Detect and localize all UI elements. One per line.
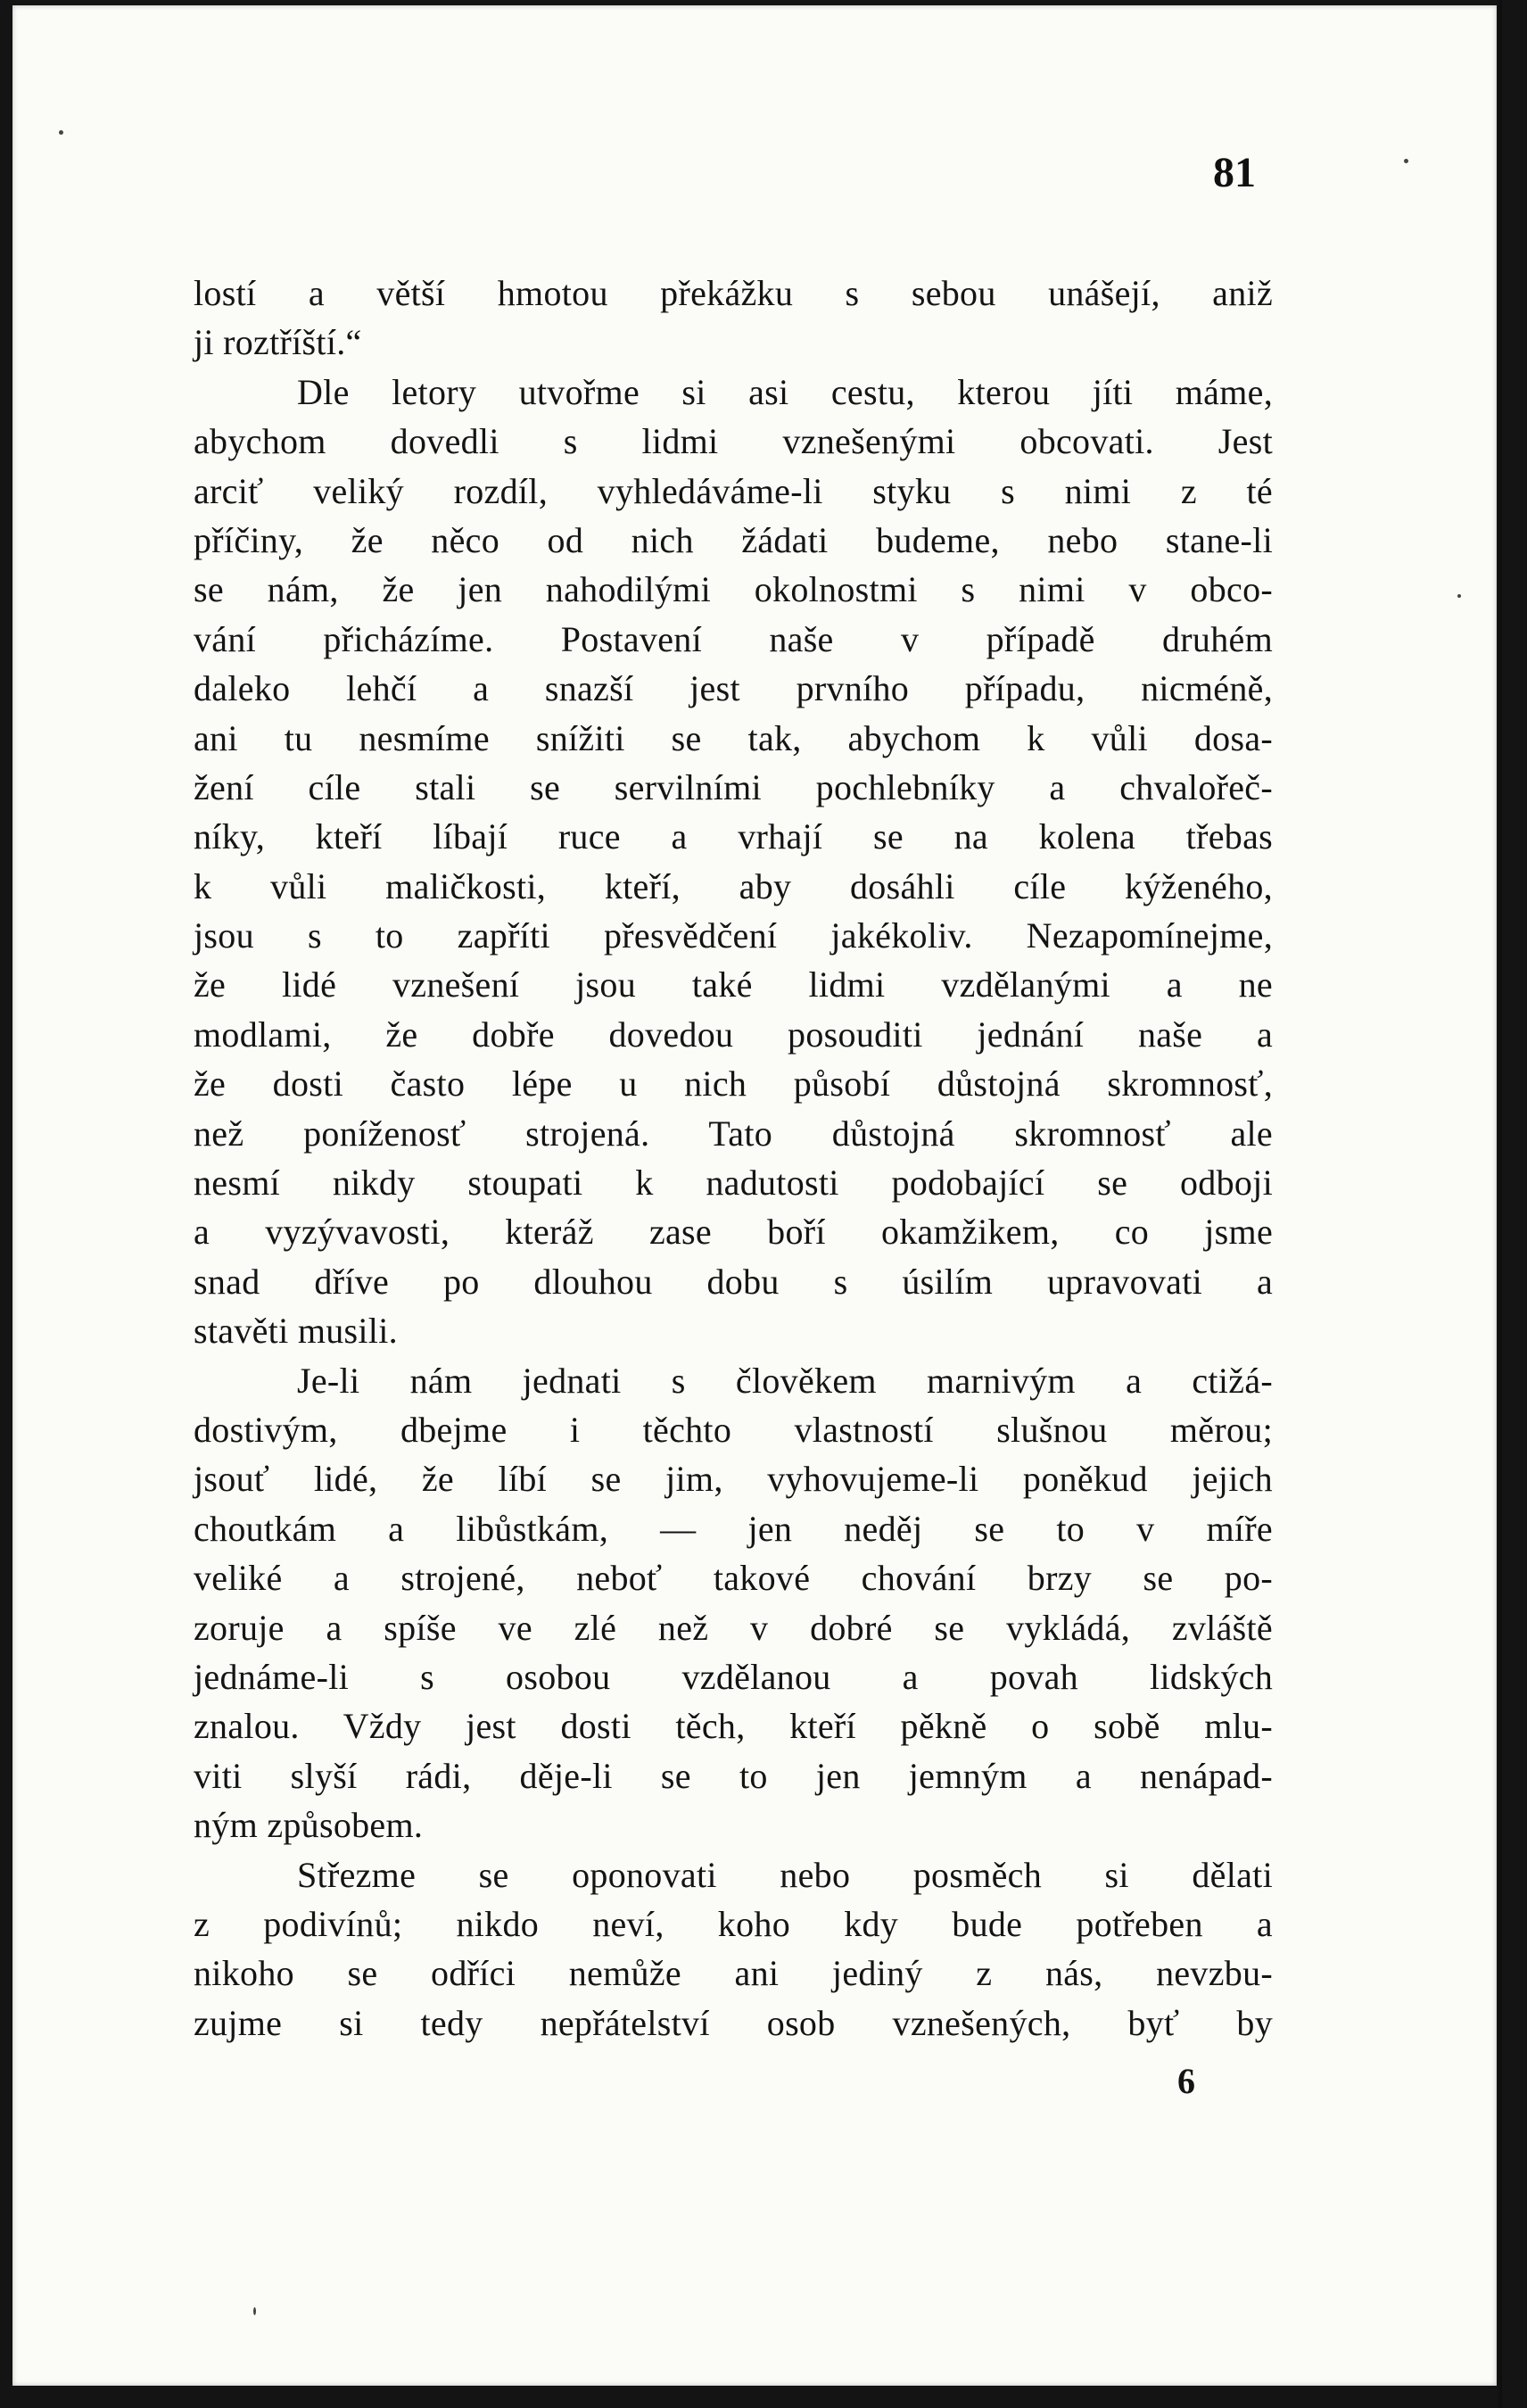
text-line: jednáme-li s osobou vzdělanou a povah lidských — [194, 1656, 1273, 1697]
scan-speck — [1404, 159, 1408, 163]
text-line: abychom dovedli s lidmi vznešenými obcovati. Jest — [194, 421, 1273, 462]
text-line: modlami, že dobře dovedou posouditi jednání naše a — [194, 1014, 1273, 1055]
text-line: stavěti musili. — [194, 1311, 398, 1352]
text-line: k vůli maličkosti, kteří, aby dosáhli cíle kýženého, — [194, 865, 1273, 906]
text-line: z podivínů; nikdo neví, koho kdy bude potřeben a — [194, 1903, 1273, 1944]
scan-speck — [59, 130, 63, 135]
book-page — [12, 5, 1497, 2386]
page-edge-shadow — [1497, 0, 1502, 2408]
text-line: než poníženosť strojená. Tato důstojná skromnosť ale — [194, 1113, 1273, 1154]
page-number: 81 — [1213, 149, 1256, 196]
text-line: Je-li nám jednati s člověkem marnivým a ctižá- — [297, 1360, 1273, 1401]
signature-mark: 6 — [1177, 2061, 1195, 2101]
text-line: arciť veliký rozdíl, vyhledáváme-li styku s nimi z té — [194, 470, 1273, 511]
text-line: lostí a větší hmotou překážku s sebou unášejí, aniž — [194, 273, 1273, 313]
text-line: zujme si tedy nepřátelství osob vznešených, byť by — [194, 2002, 1273, 2043]
text-line: choutkám a libůstkám, — jen neděj se to v míře — [194, 1508, 1273, 1549]
text-line: ani tu nesmíme snížiti se tak, abychom k vůli dosa- — [194, 717, 1273, 758]
text-line: daleko lehčí a snazší jest prvního případu, nicméně, — [194, 668, 1273, 709]
text-line: dostivým, dbejme i těchto vlastností slušnou měrou; — [194, 1409, 1273, 1450]
text-line: ným způsobem. — [194, 1805, 424, 1846]
text-line: že dosti často lépe u nich působí důstojná skromnosť, — [194, 1063, 1273, 1105]
text-line: nikoho se odříci nemůže ani jediný z nás, nevzbu- — [194, 1953, 1273, 1994]
scan-speck — [253, 2307, 256, 2315]
text-line: Dle letory utvořme si asi cestu, kterou jíti máme, — [297, 371, 1273, 412]
text-line: veliké a strojené, neboť takové chování brzy se po- — [194, 1558, 1273, 1599]
text-line: vání přicházíme. Postavení naše v případě druhém — [194, 618, 1273, 659]
text-line: jsou s to zapříti přesvědčení jakékoliv. Nezapomínejme, — [194, 915, 1273, 956]
text-line: zoruje a spíše ve zlé než v dobré se vykládá, zvláště — [194, 1607, 1273, 1648]
text-line: Střezme se oponovati nebo posměch si dělati — [297, 1854, 1273, 1895]
text-line: jsouť lidé, že líbí se jim, vyhovujeme-li poněkud jejich — [194, 1459, 1273, 1500]
text-line: nesmí nikdy stoupati k nadutosti podobající se odboji — [194, 1163, 1273, 1204]
text-line: příčiny, že něco od nich žádati budeme, nebo stane-li — [194, 519, 1273, 560]
text-line: že lidé vznešení jsou také lidmi vzdělanými a ne — [194, 964, 1273, 1005]
text-line: níky, kteří líbají ruce a vrhají se na kolena třebas — [194, 816, 1273, 857]
text-line: a vyzývavosti, kteráž zase boří okamžikem, co jsme — [194, 1212, 1273, 1253]
scan-speck — [1457, 594, 1461, 598]
text-line: se nám, že jen nahodilými okolnostmi s nimi v obco- — [194, 569, 1273, 610]
text-line: ji roztříští.“ — [194, 322, 362, 363]
text-line: snad dříve po dlouhou dobu s úsilím upravovati a — [194, 1261, 1273, 1302]
body-text — [194, 269, 1273, 2048]
text-line: znalou. Vždy jest dosti těch, kteří pěkně o sobě mlu- — [194, 1706, 1273, 1747]
text-line: žení cíle stali se servilními pochlebníky a chvalořeč- — [194, 766, 1273, 807]
text-line: viti slyší rádi, děje-li se to jen jemným a nenápad- — [194, 1755, 1273, 1796]
